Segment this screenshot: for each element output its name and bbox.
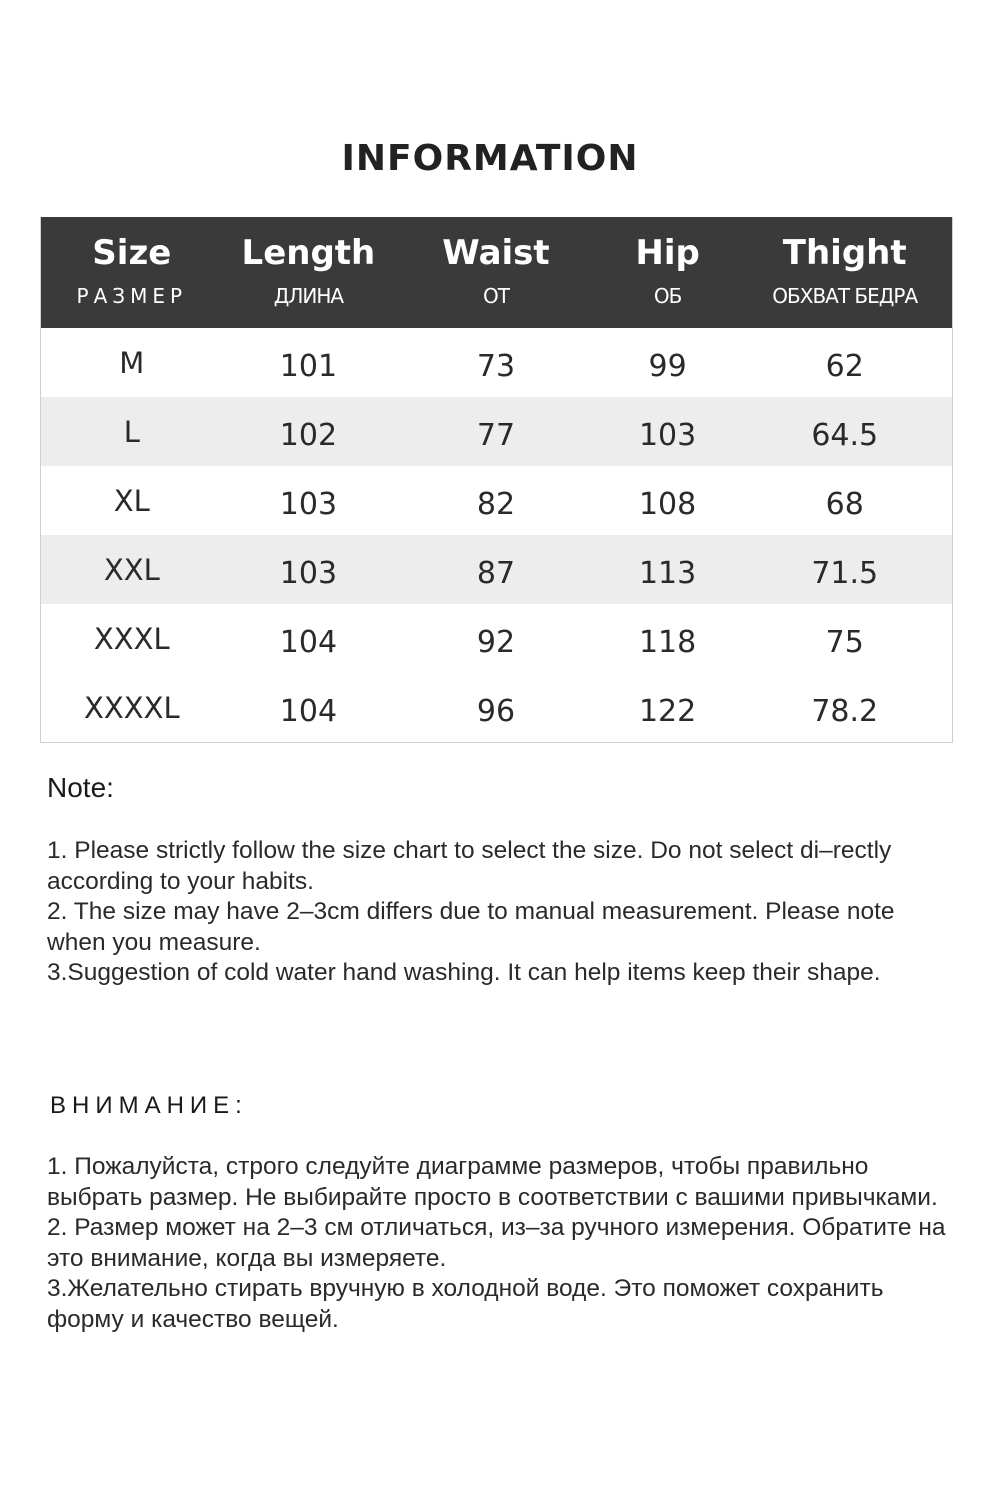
column-header-label: Waist [442, 233, 550, 273]
note-item: 1. Please strictly follow the size chart to select the size. Do not select di–rectly according to your habits. [47, 837, 892, 895]
column-header-sublabel: ОТ [483, 284, 509, 308]
column-header-thigh [737, 217, 952, 328]
cell-waist: 92 [476, 625, 516, 660]
note-heading-ru: ВНИМАНИЕ: [50, 1092, 248, 1119]
column-header-label: Thight [782, 233, 907, 273]
column-header-label: Size [92, 233, 172, 273]
table-row [41, 673, 952, 742]
cell-hip: 99 [648, 349, 687, 384]
cell-length: 102 [279, 418, 338, 453]
cell-thigh: 64.5 [811, 418, 879, 453]
cell-length: 101 [279, 349, 338, 384]
column-header-sublabel: ОБ [653, 284, 682, 308]
cell-waist: 96 [476, 694, 516, 729]
note-item: 3.Suggestion of cold water hand washing. It can help items keep their shape. [47, 959, 881, 986]
cell-size: L [123, 415, 140, 449]
table-row [41, 466, 952, 535]
cell-thigh: 78.2 [811, 694, 879, 729]
note-item-ru: 2. Размер может на 2–3 см отличаться, из–за ручного измерения. Обратите на это внимание, когда вы измеряете. [47, 1214, 946, 1272]
column-header-waist [394, 217, 598, 328]
cell-size: XL [113, 484, 150, 518]
note-item: 2. The size may have 2–3cm differs due to manual measurement. Please note when you measure. [47, 898, 895, 956]
table-row [41, 604, 952, 673]
page-title: INFORMATION [341, 138, 639, 179]
cell-length: 104 [279, 694, 338, 729]
column-header-label: Length [241, 233, 376, 273]
cell-waist: 82 [476, 487, 516, 522]
cell-size: XXL [103, 553, 160, 587]
table-row [41, 397, 952, 466]
column-header-size [41, 217, 223, 328]
note-item-ru: 1. Пожалуйста, строго следуйте диаграмме размеров, чтобы правильно выбрать размер. Не выбирайте просто в соответствии с вашими привычками. [47, 1153, 938, 1211]
cell-thigh: 75 [825, 625, 864, 660]
cell-length: 104 [279, 625, 338, 660]
column-header-hip [598, 217, 738, 328]
cell-length: 103 [279, 556, 338, 591]
cell-hip: 113 [638, 556, 697, 591]
cell-thigh: 68 [825, 487, 864, 522]
cell-waist: 87 [476, 556, 516, 591]
cell-size: XXXL [93, 622, 170, 656]
cell-hip: 122 [638, 694, 697, 729]
size-chart-table [40, 217, 953, 743]
cell-waist: 73 [476, 349, 516, 384]
note-heading: Note: [47, 772, 114, 803]
table-row [41, 328, 952, 397]
column-header-sublabel: ДЛИНА [273, 284, 344, 308]
cell-size: M [119, 346, 145, 380]
cell-hip: 118 [638, 625, 697, 660]
column-header-label: Hip [635, 233, 700, 273]
table-row [41, 535, 952, 604]
note-body [47, 836, 947, 989]
cell-thigh: 71.5 [811, 556, 879, 591]
cell-thigh: 62 [825, 349, 864, 384]
note-item-ru: 3.Желательно стирать вручную в холодной воде. Это поможет сохранить форму и качество вещей. [47, 1275, 884, 1333]
table-header [41, 217, 952, 328]
column-header-length [223, 217, 395, 328]
column-header-sublabel: РАЗМЕР [76, 284, 188, 308]
cell-size: XXXXL [83, 691, 180, 725]
note-body-ru [47, 1152, 947, 1335]
cell-hip: 103 [638, 418, 697, 453]
column-header-sublabel: ОБХВАТ БЕДРА [772, 284, 918, 308]
cell-length: 103 [279, 487, 338, 522]
cell-waist: 77 [476, 418, 516, 453]
cell-hip: 108 [638, 487, 697, 522]
